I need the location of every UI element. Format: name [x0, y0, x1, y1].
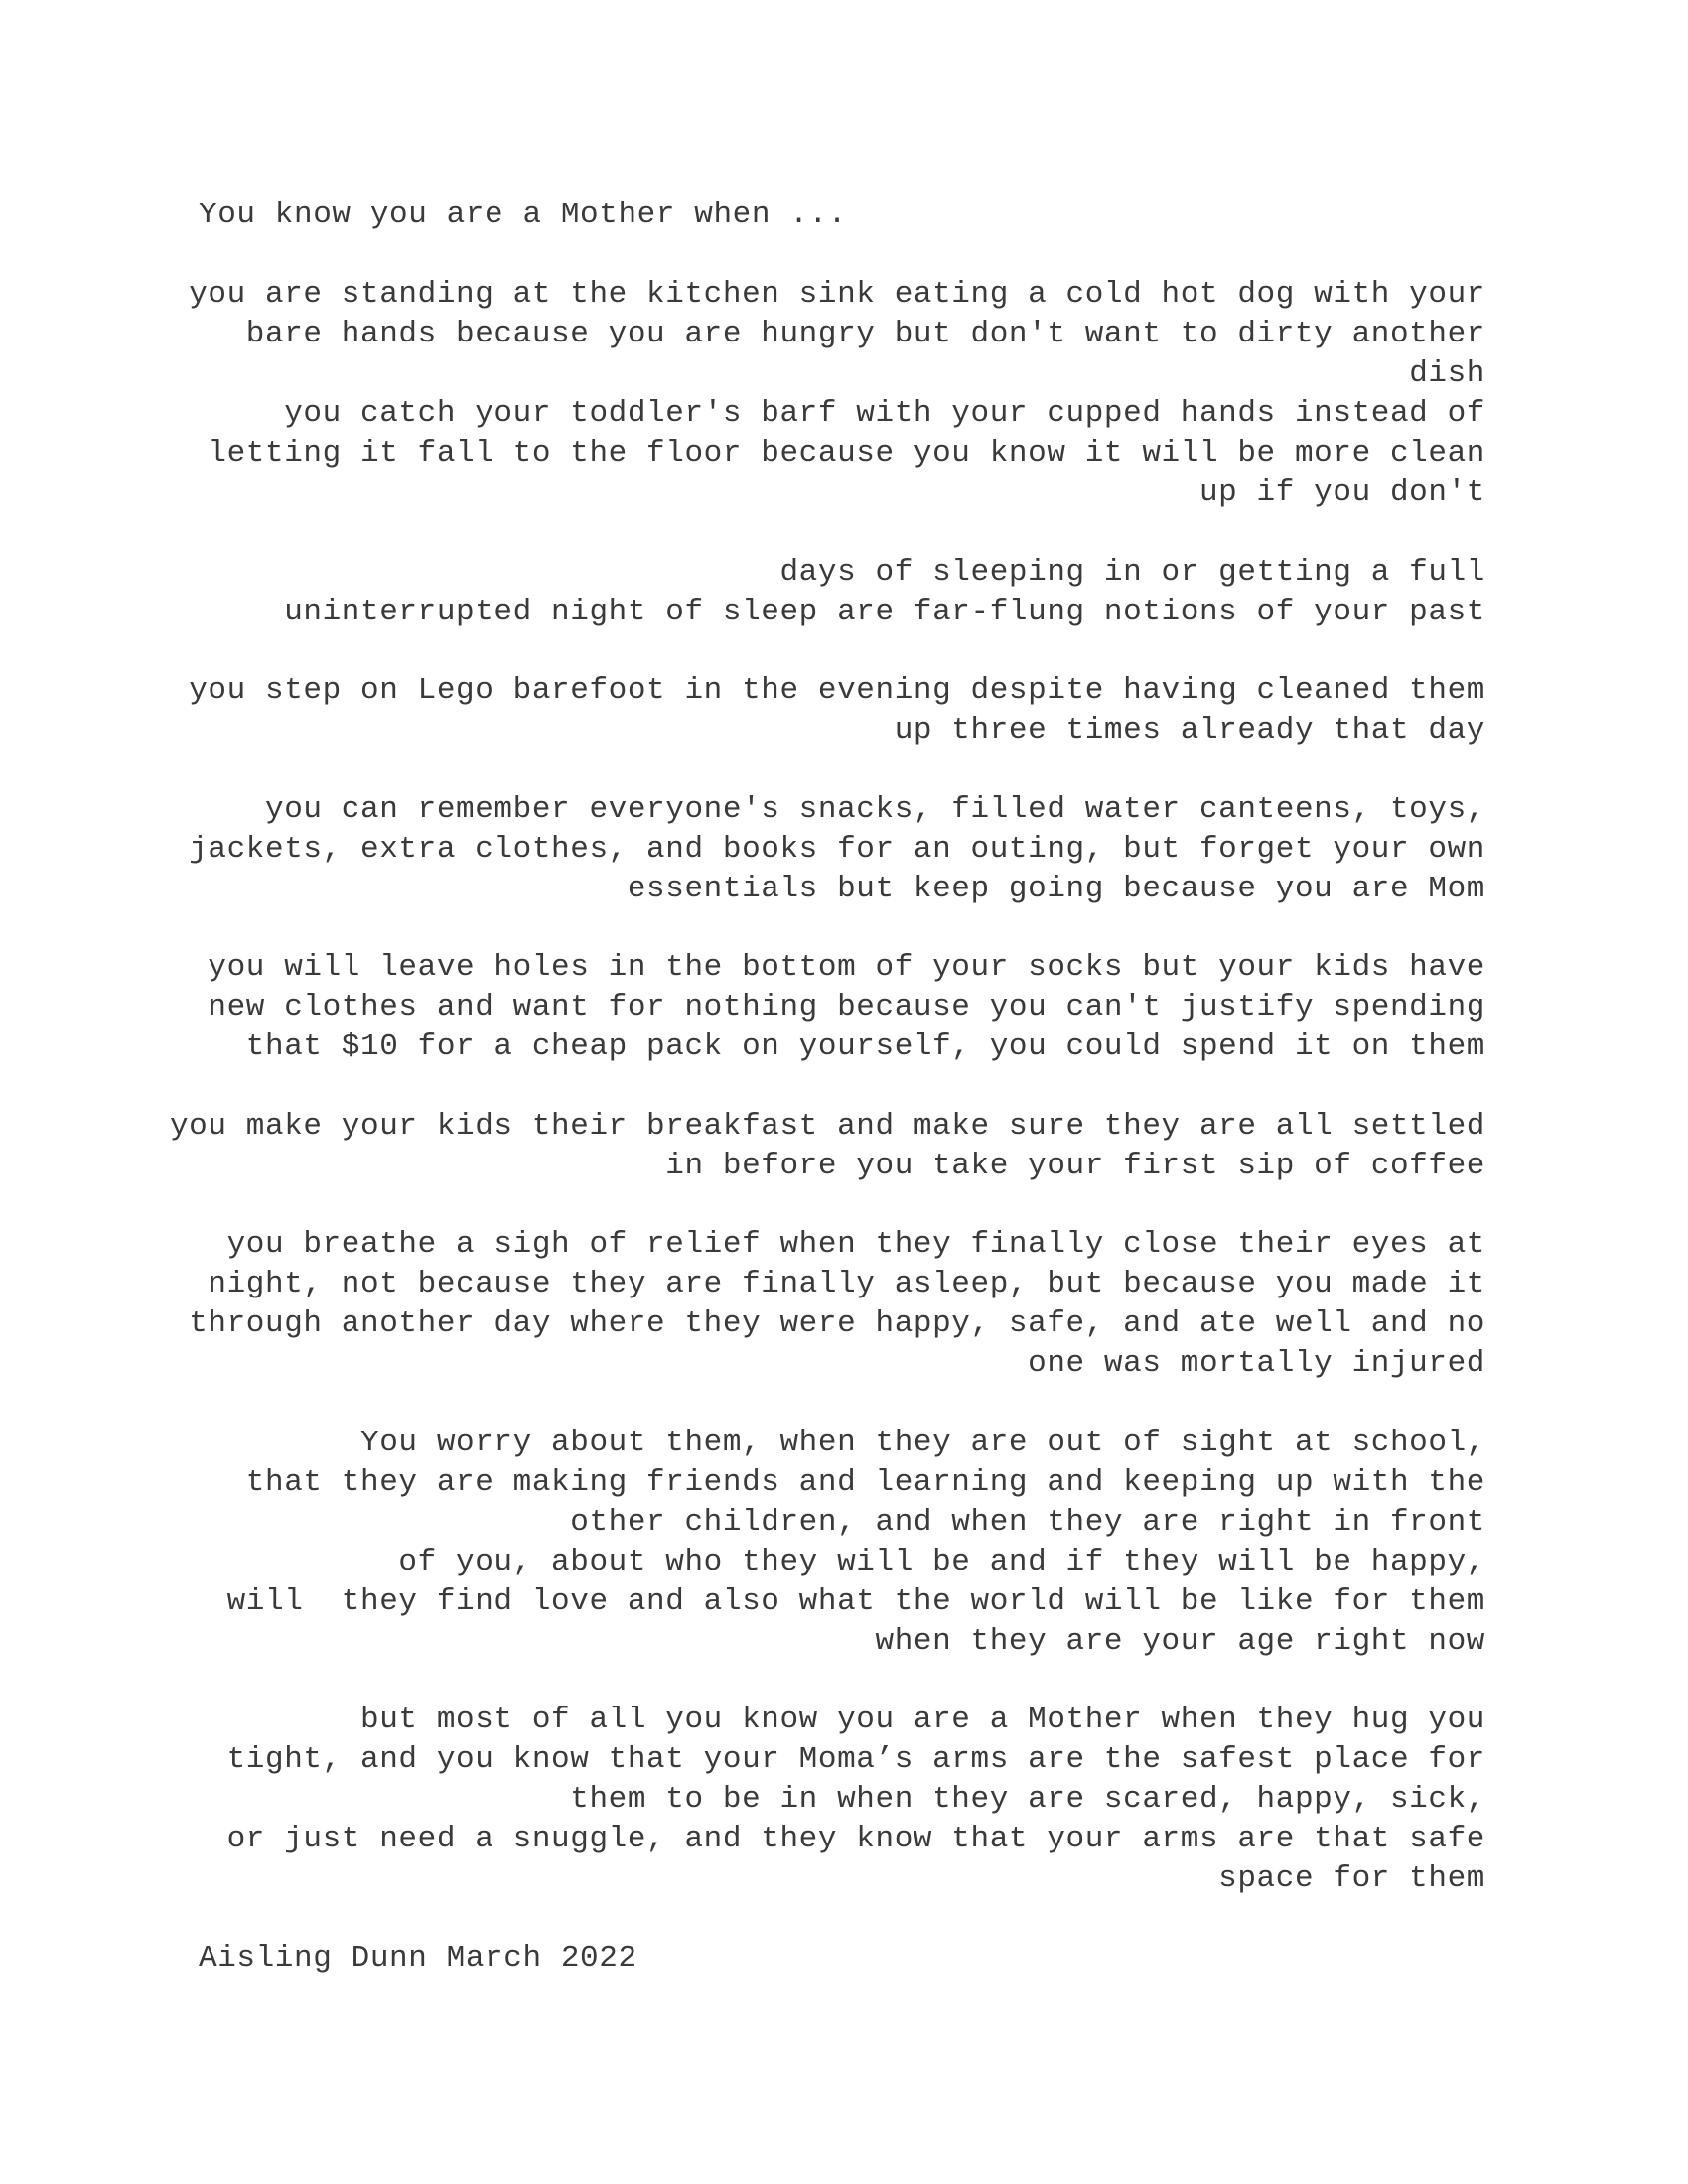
poem-line: through another day where they were happy, safe, and ate well and no	[189, 1306, 1485, 1341]
poem-line: up if you don't	[1198, 476, 1485, 510]
poem-line: days of sleeping in or getting a full	[779, 555, 1485, 590]
poem-line: you breathe a sigh of relief when they finally close their eyes at	[226, 1227, 1485, 1262]
poem-line: you can remember everyone's snacks, filled water canteens, toys,	[265, 792, 1485, 827]
poem-title: You know you are a Mother when ...	[199, 198, 847, 232]
poem-line: one was mortally injured	[1028, 1346, 1485, 1381]
poem-line: of you, about who they will be and if they will be happy,	[398, 1545, 1485, 1579]
poem-line: you catch your toddler's barf with your cupped hands instead of	[284, 396, 1485, 431]
poem-line: that $10 for a cheap pack on yourself, you could spend it on them	[245, 1029, 1485, 1064]
poem-line: you will leave holes in the bottom of your socks but your kids have	[208, 950, 1485, 985]
poem-line: new clothes and want for nothing because you can't justify spending	[208, 990, 1485, 1024]
poem-line: up three times already that day	[894, 713, 1485, 748]
poem-line: dish	[1409, 356, 1485, 391]
poem-line: you make your kids their breakfast and make sure they are all settled	[169, 1109, 1485, 1144]
poem-line: that they are making friends and learning and keeping up with the	[245, 1465, 1485, 1500]
author-signature: Aisling Dunn March 2022	[199, 1941, 637, 1976]
poem-line: in before you take your first sip of coffee	[665, 1149, 1485, 1183]
poem-line: other children, and when they are right in front	[570, 1505, 1485, 1540]
poem-line: you are standing at the kitchen sink eating a cold hot dog with your	[189, 277, 1485, 312]
poem-line: night, not because they are finally asleep, but because you made it	[208, 1267, 1485, 1301]
poem-line: when they are your age right now	[875, 1624, 1485, 1659]
poem-line: but most of all you know you are a Mother when they hug you	[360, 1703, 1485, 1737]
poem-line: or just need a snuggle, and they know that your arms are that safe	[226, 1822, 1485, 1856]
poem-line: You worry about them, when they are out of sight at school,	[360, 1426, 1485, 1460]
poem-line: you step on Lego barefoot in the evening despite having cleaned them	[189, 673, 1485, 708]
poem-line: uninterrupted night of sleep are far-flung notions of your past	[284, 595, 1485, 629]
poem-line: space for them	[1218, 1861, 1485, 1896]
poem-line: bare hands because you are hungry but don't want to dirty another	[245, 317, 1485, 351]
poem-line: tight, and you know that your Moma’s arms are the safest place for	[226, 1742, 1485, 1777]
poem-line: essentials but keep going because you are Mom	[627, 872, 1485, 906]
poem-line: them to be in when they are scared, happy, sick,	[570, 1782, 1485, 1817]
poem-line: will they find love and also what the world will be like for them	[226, 1584, 1485, 1619]
poem-line: jackets, extra clothes, and books for an outing, but forget your own	[189, 832, 1485, 867]
poem-line: letting it fall to the floor because you know it will be more clean	[208, 436, 1485, 471]
